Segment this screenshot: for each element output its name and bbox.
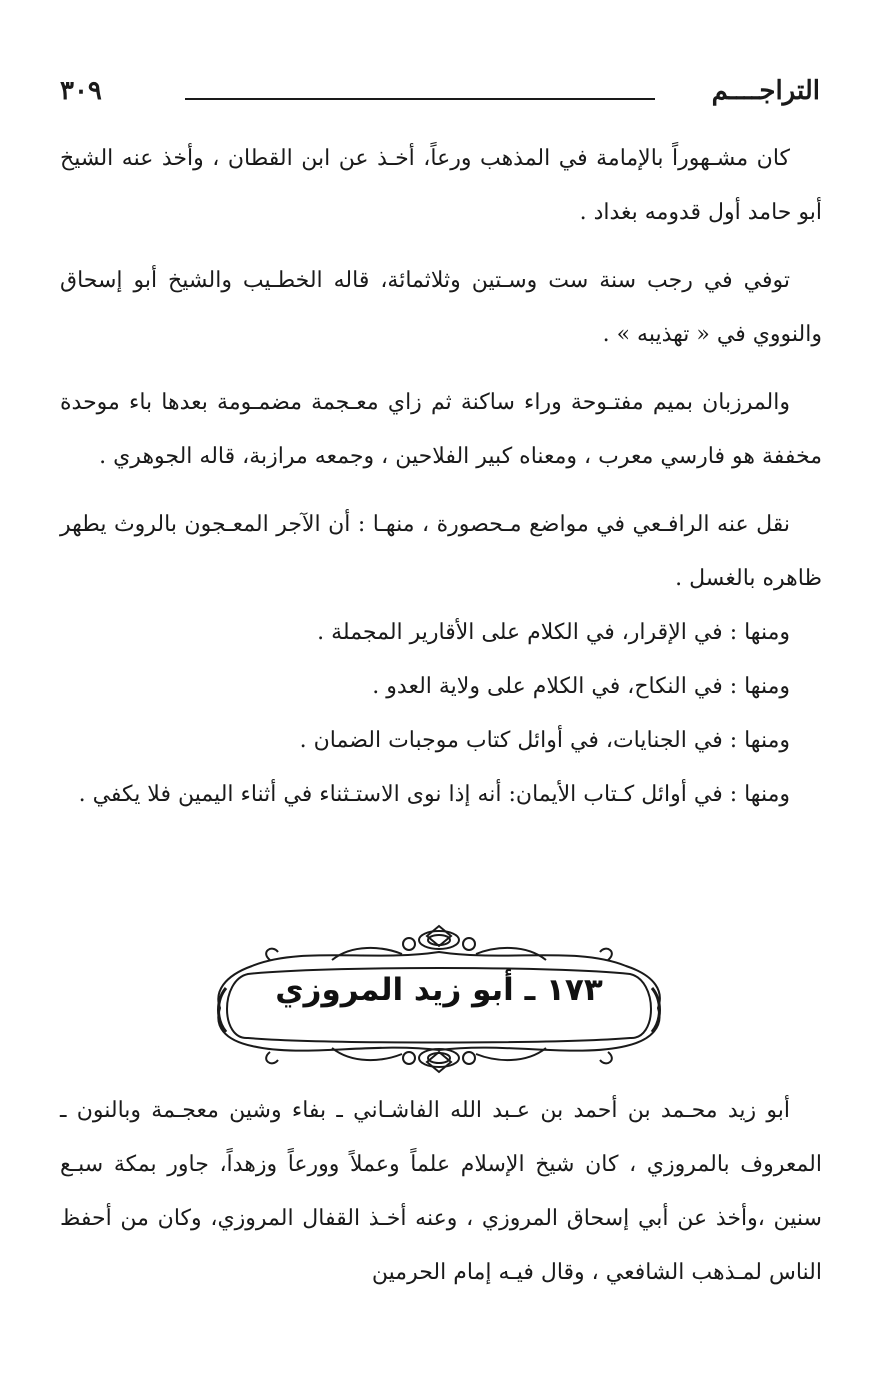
header-rule [185,98,655,100]
biography-continuation [60,132,822,822]
running-header [60,76,820,116]
paragraph: أبو زيد محـمد بن أحمد بن عـبد الله الفاشـاني ـ بفاء وشين معجـمة وبالنون ـ المعروف بالمروزي ، كان شيخ الإسلام علماً وعملاً وورعاً وزهداً، جاور بمكة سبـع سنين ،وأخذ عن أبي إسحاق المروزي ، وعنه أخـذ القفال المروزي، وكان من أحفظ الناس لمـذهب الشافعي ، وقال فيـه إمام الحرمين [60,1098,822,1285]
paragraph: كان مشـهوراً بالإمامة في المذهب ورعاً، أخـذ عن ابن القطان ، وأخذ عنه الشيخ أبو حامد أول قدومه بغداد . [60,146,822,225]
paragraph: نقل عنه الرافـعي في مواضع مـحصورة ، منهـا : أن الآجر المعـجون بالروث يطهر ظاهره بالغسل . [60,512,822,591]
page-number: ٣٠٩ [60,76,102,106]
paragraph: ومنها : في النكاح، في الكلام على ولاية العدو . [372,674,790,699]
header-title: التراجــــم [711,76,820,106]
paragraph: ومنها : في أوائل كـتاب الأيمان: أنه إذا نوى الاستـثناء في أثناء اليمين فلا يكفي . [78,782,790,807]
paragraph: ومنها : في الجنايات، في أوائل كتاب موجبات الضمان . [299,728,790,753]
paragraph: والمرزبان بميم مفتـوحة وراء ساكنة ثم زاي معـجمة مضمـومة بعدها باء موحدة مخففة هو فارسي معرب ، ومعناه كبير الفلاحين ، وجمعه مرازبة، قاله الجوهري . [60,390,822,469]
paragraph: ومنها : في الإقرار، في الكلام على الأقارير المجملة . [317,620,790,645]
entry-heading: ١٧٣ ـ أبو زيد المروزي [275,972,603,1008]
entry-heading-frame [212,922,666,1074]
paragraph: توفي في رجب سنة ست وسـتين وثلاثمائة، قاله الخطـيب والشيخ أبو إسحاق والنووي في « تهذيبه » . [60,268,822,347]
entry-body [60,1084,822,1300]
